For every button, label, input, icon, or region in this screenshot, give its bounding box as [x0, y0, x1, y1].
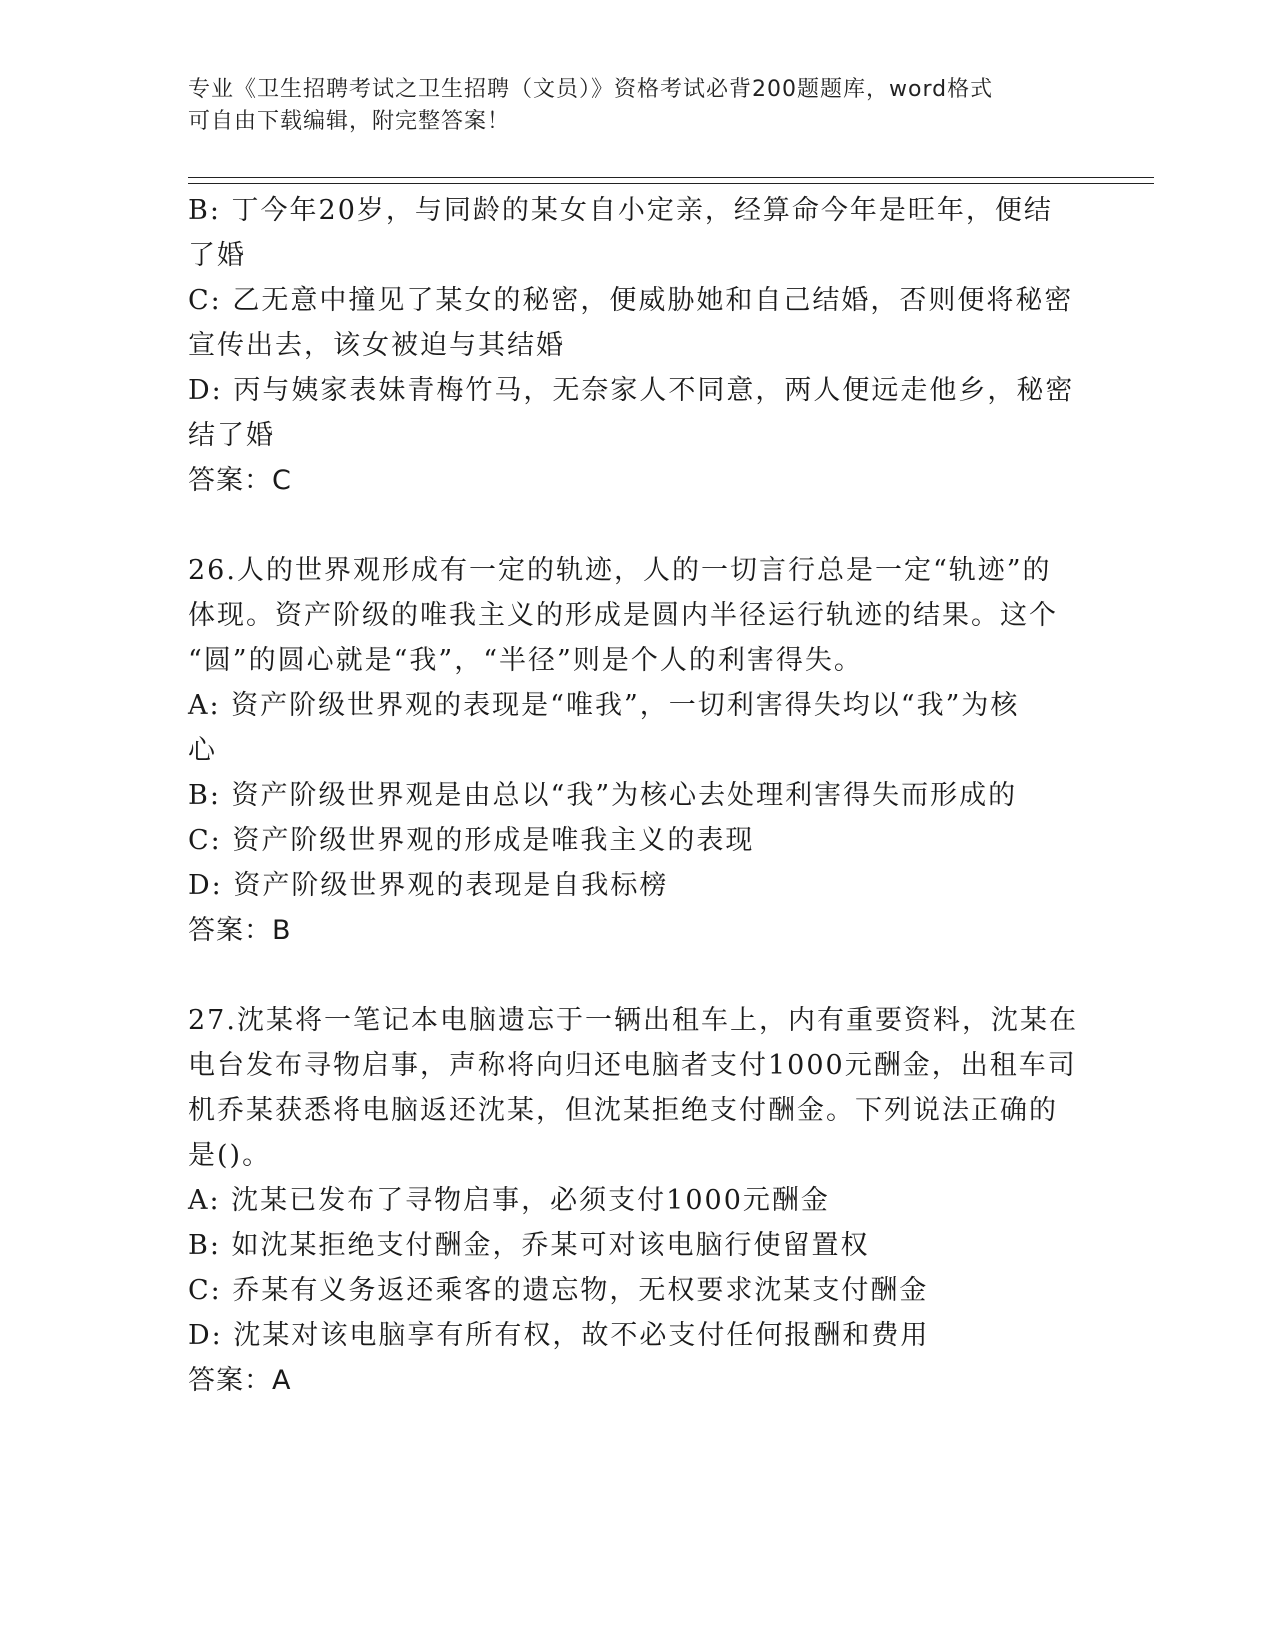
header-divider-top [188, 177, 1154, 178]
question-25 [188, 188, 1088, 503]
option-b-line-1: B: 丁今年20岁，与同龄的某女自小定亲，经算命今年是旺年，便结 [188, 195, 1053, 226]
question-27 [188, 998, 1088, 1403]
option-d: D: 资产阶级世界观的表现是自我标榜 [188, 870, 669, 901]
header-title-line-2: 可自由下载编辑，附完整答案！ [188, 109, 511, 134]
question-stem-line-2: 电台发布寻物启事，声称将向归还电脑者支付1000元酬金，出租车司 [188, 1050, 1077, 1081]
header-title-line-1: 专业《卫生招聘考试之卫生招聘（文员）》资格考试必背200题题库，word格式 [188, 77, 994, 102]
option-c-line-2: 宣传出去，该女被迫与其结婚 [188, 330, 565, 361]
question-stem-line-1: 26.人的世界观形成有一定的轨迹，人的一切言行总是一定“轨迹”的 [188, 555, 1052, 586]
option-a: A: 沈某已发布了寻物启事，必须支付1000元酬金 [188, 1185, 830, 1216]
option-b: B: 资产阶级世界观是由总以“我”为核心去处理利害得失而形成的 [188, 780, 1018, 811]
question-stem-line-1: 27.沈某将一笔记本电脑遗忘于一辆出租车上，内有重要资料，沈某在 [188, 1005, 1078, 1036]
option-c: C: 乔某有义务返还乘客的遗忘物，无权要求沈某支付酬金 [188, 1275, 929, 1306]
spacer [188, 503, 1088, 548]
option-c-line-1: C: 乙无意中撞见了某女的秘密，便威胁她和自己结婚，否则便将秘密 [188, 285, 1074, 316]
question-content [188, 188, 1088, 1403]
option-d-line-2: 结了婚 [188, 420, 275, 451]
option-a-line-1: A: 资产阶级世界观的表现是“唯我”，一切利害得失均以“我”为核 [188, 690, 1020, 721]
option-b: B: 如沈某拒绝支付酬金，乔某可对该电脑行使留置权 [188, 1230, 870, 1261]
spacer [188, 953, 1088, 998]
header-divider-bottom [188, 183, 1154, 184]
question-stem-line-3: “圆”的圆心就是“我”，“半径”则是个人的利害得失。 [188, 645, 863, 676]
question-stem-line-2: 体现。资产阶级的唯我主义的形成是圆内半径运行轨迹的结果。这个 [188, 600, 1058, 631]
question-stem-line-3: 机乔某获悉将电脑返还沈某，但沈某拒绝支付酬金。下列说法正确的 [188, 1095, 1058, 1126]
option-d-line-1: D: 丙与姨家表妹青梅竹马，无奈家人不同意，两人便远走他乡，秘密 [188, 375, 1075, 406]
option-a-line-2: 心 [188, 735, 217, 766]
answer-label: 答案：B [188, 915, 292, 946]
page-header [188, 74, 1068, 138]
option-b-line-2: 了婚 [188, 240, 246, 271]
question-26 [188, 548, 1088, 953]
question-stem-line-4: 是()。 [188, 1140, 272, 1171]
option-c: C: 资产阶级世界观的形成是唯我主义的表现 [188, 825, 755, 856]
answer-label: 答案：A [188, 1365, 292, 1396]
answer-label: 答案：C [188, 465, 292, 496]
option-d: D: 沈某对该电脑享有所有权，故不必支付任何报酬和费用 [188, 1320, 930, 1351]
